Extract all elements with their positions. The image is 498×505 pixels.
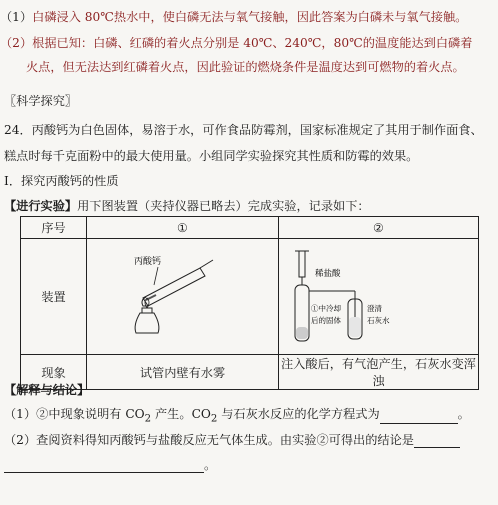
answer-blank-1[interactable] xyxy=(380,423,458,424)
experiment-intro xyxy=(4,197,370,214)
table-header-label: 序号 xyxy=(21,217,87,239)
answer-line-1: （1）白磷浸入 80℃热水中，使白磷无法与氧气接触，因此答案为白磷未与氧气接触。 xyxy=(0,10,468,24)
experiment-table xyxy=(20,216,479,390)
conclusion-title: 【解释与结论】 xyxy=(4,383,90,397)
conclusion-question-2-continuation: 。 xyxy=(4,456,216,473)
question-24-line-2: 糕点时每千克面粉中的最大使用量。小组同学实验探究其性质和防霉的效果。 xyxy=(4,149,419,163)
apparatus-2-solid-label-2: 后的固体 xyxy=(310,316,341,325)
apparatus-2-lime-label-2: 石灰水 xyxy=(366,316,389,325)
row-label-apparatus: 装置 xyxy=(21,239,87,355)
conclusion-question-2: （2）查阅资料得知丙酸钙与盐酸反应无气体生成。由实验②可得出的结论是 xyxy=(4,431,460,448)
experiment-intro-text: 用下图装置（夹持仪器已略去）完成实验，记录如下： xyxy=(77,199,370,213)
apparatus-1-cell xyxy=(87,239,279,355)
apparatus-2-diagram xyxy=(281,239,477,351)
apparatus-2-lime-label-1: 澄清 xyxy=(366,304,382,313)
row-label-phenomenon: 现象 xyxy=(21,355,87,390)
apparatus-2-cell xyxy=(279,239,479,355)
answer-blank-2a[interactable] xyxy=(414,447,460,448)
table-header-col1: ① xyxy=(87,217,279,239)
conclusion-question-1: （1）②中现象说明有 $CO_2$ 产生。$CO_2$ 与石灰水反应的化学方程式为 。 xyxy=(4,407,470,425)
experiment-intro-label: 【进行实验】 xyxy=(4,199,78,213)
apparatus-1-label: 丙酸钙 xyxy=(133,257,161,267)
answer-line-2: （2）根据已知：白磷、红磷的着火点分别是 40℃、240℃，80℃的温度能达到白磷着 xyxy=(0,36,473,50)
part-1-title: Ⅰ．探究丙酸钙的性质 xyxy=(4,174,119,188)
apparatus-1-diagram xyxy=(88,240,278,350)
phenomenon-1: 试管内壁有水雾 xyxy=(87,355,279,390)
table-header-col2: ② xyxy=(279,217,479,239)
answer-blank-2b[interactable] xyxy=(4,472,204,473)
phenomenon-2: 注入酸后，有气泡产生，石灰水变浑浊 xyxy=(279,355,479,390)
section-title: 〖科学探究〗 xyxy=(4,94,78,108)
apparatus-2-acid-label: 稀盐酸 xyxy=(314,269,341,279)
question-24-line-1: 24．丙酸钙为白色固体，易溶于水，可作食品防霉剂，国家标准规定了其用于制作面食、 xyxy=(4,123,483,137)
answer-line-3: 火点，但无法达到红磷着火点，因此验证的燃烧条件是温度达到可燃物的着火点。 xyxy=(26,60,465,74)
apparatus-2-solid-label-1: ①中冷却 xyxy=(310,304,341,313)
